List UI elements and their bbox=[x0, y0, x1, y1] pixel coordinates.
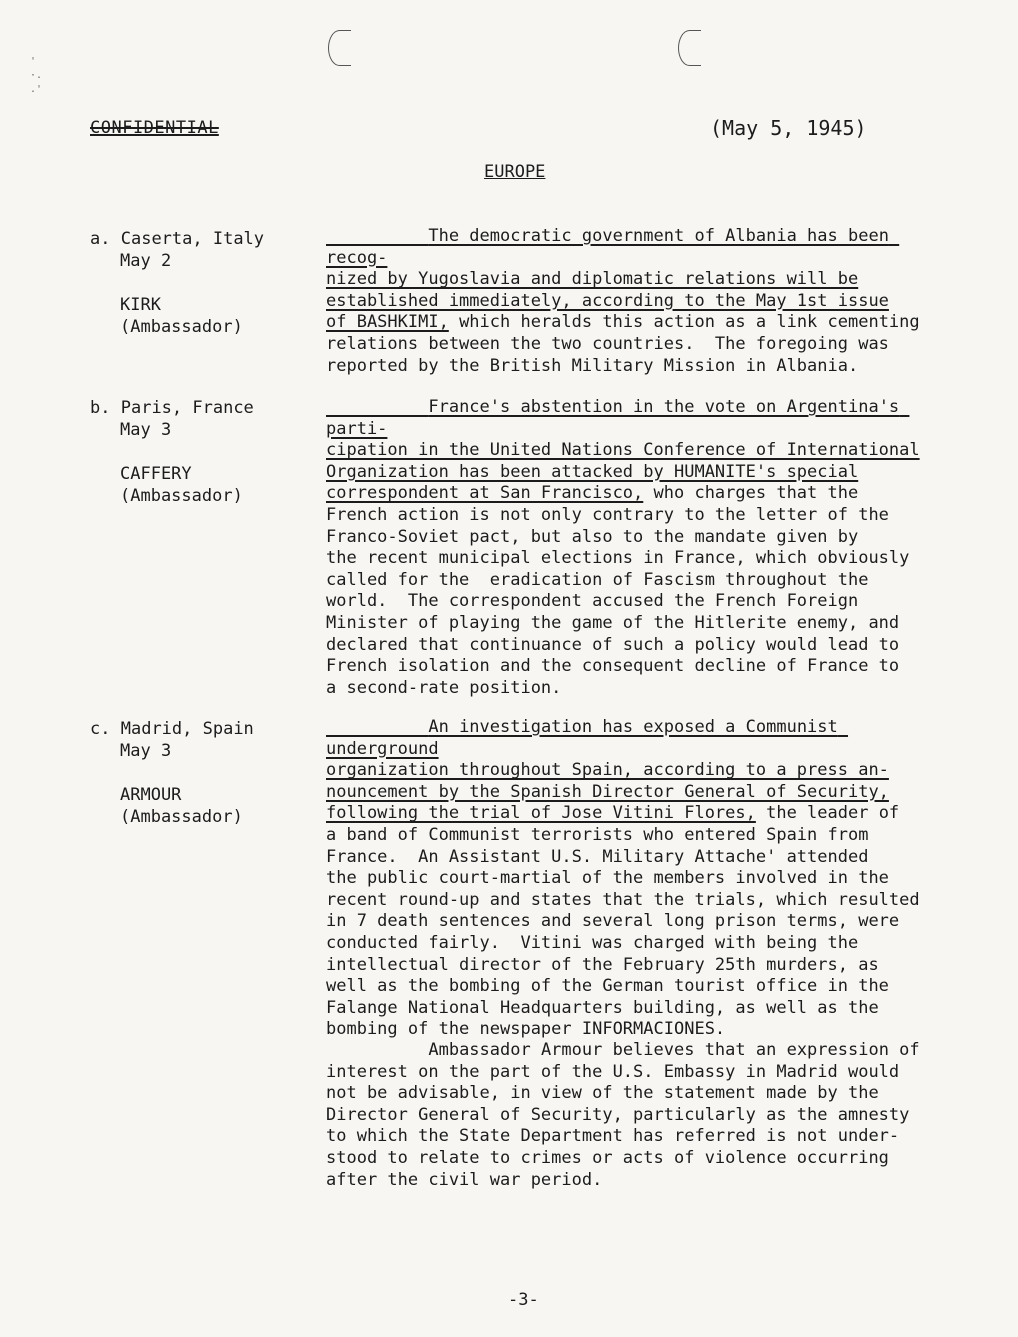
body-text: the leader of a band of Communist terrorists who entered Spain from France. An Assistant U.S. Military Attache' attended the public court-martial of the members involved in the recent round-up and states that the trials, which resulted in 7 death sentences and several long prison terms, were conducted fairly. Vitini was charged with being the intellectual director of the February 25th murders, as well as the bombing of the German tourist office in the Falange National Headquarters building, as well as the bombing of the newspaper INFORMACIONES. bbox=[326, 803, 920, 1040]
page-number: -3- bbox=[508, 1290, 539, 1310]
entry-date: May 3 bbox=[120, 420, 172, 440]
entry-text-c bbox=[326, 717, 951, 1041]
entry-location: Madrid, Spain bbox=[120, 719, 254, 739]
entry-meta-c bbox=[90, 718, 254, 828]
entry-date: May 3 bbox=[120, 741, 172, 761]
entry-label: c. bbox=[90, 719, 111, 739]
entry-location: Paris, France bbox=[120, 398, 254, 418]
classification-stamp: CONFIDENTIAL bbox=[90, 118, 219, 138]
paper-specks: ' ·. .' bbox=[30, 56, 43, 95]
entry-sender: KIRK bbox=[120, 295, 161, 315]
entry-date: May 2 bbox=[120, 251, 172, 271]
section-title: EUROPE bbox=[484, 162, 546, 182]
entry-sender: ARMOUR bbox=[120, 785, 182, 805]
punch-hole-left bbox=[328, 30, 351, 66]
underlined-text: The democratic government of Albania has been recog- nized by Yugoslavia and diplomatic relations will be established immediately, according to the May 1st issue of BASHKIMI, bbox=[326, 226, 889, 333]
document-date: (May 5, 1945) bbox=[710, 116, 867, 140]
punch-hole-right bbox=[678, 30, 701, 66]
underlined-text: France's abstention in the vote on Argentina's parti- cipation in the United Nations Conference of International Organization has been attacked by HUMANITE's special correspondent at San Francisco, bbox=[326, 397, 920, 504]
entry-text-a bbox=[326, 226, 951, 377]
entry-sender-title: (Ambassador) bbox=[120, 486, 243, 506]
entry-text-b bbox=[326, 397, 951, 699]
entry-label: a. bbox=[90, 229, 111, 249]
entry-meta-a bbox=[90, 228, 264, 338]
entry-meta-b bbox=[90, 397, 254, 507]
entry-text-c-2 bbox=[326, 1040, 951, 1191]
body-text: Ambassador Armour believes that an expression of interest on the part of the U.S. Embassy in Madrid would not be advisable, in view of the statement made by the Director General of Security, particularly as the amnesty to which the State Department has referred is not under- stood to relate to crimes or acts of violence occurring after the civil war period. bbox=[326, 1040, 920, 1190]
entry-sender-title: (Ambassador) bbox=[120, 317, 243, 337]
underlined-text: An investigation has exposed a Communist underground organization throughout Spain, according to a press an- nouncement by the Spanish Director General of Security, following the trial of Jose Vitini Flores, bbox=[326, 717, 889, 824]
entry-sender: CAFFERY bbox=[120, 464, 192, 484]
body-text: who charges that the French action is not only contrary to the letter of the Franco-Soviet pact, but also to the mandate given by the recent municipal elections in France, which obviously called for the eradication of Fascism throughout the world. The correspondent accused the French Foreign Minister of playing the game of the Hitlerite enemy, and declared that continuance of such a policy would lead to French isolation and the consequent decline of France to a second-rate position. bbox=[326, 483, 910, 698]
entry-sender-title: (Ambassador) bbox=[120, 807, 243, 827]
entry-location: Caserta, Italy bbox=[120, 229, 265, 249]
entry-label: b. bbox=[90, 398, 111, 418]
body-text: which heralds this action as a link cementing relations between the two countries. The foregoing was reported by the British Military Mission in Albania. bbox=[326, 312, 920, 376]
